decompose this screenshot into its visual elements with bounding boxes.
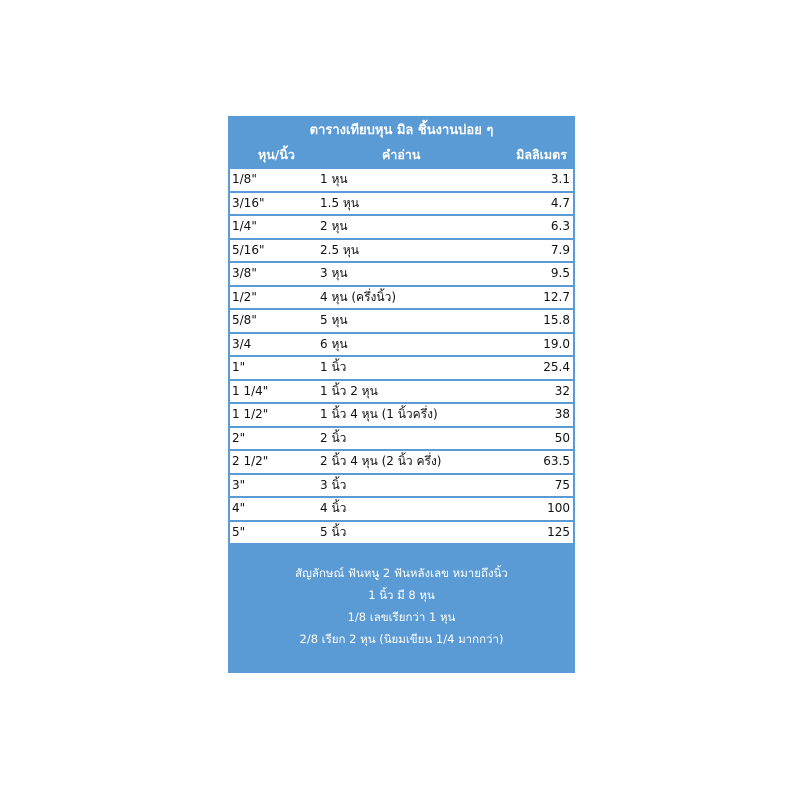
cell-millimeter: 75 [554, 477, 570, 492]
cell-inch: 5/16" [232, 242, 265, 257]
cell-reading: 1 นิ้ว 2 หุน [320, 383, 378, 398]
cell-inch: 1" [232, 360, 246, 374]
table-header [228, 144, 575, 166]
table-body [230, 169, 573, 545]
cell-millimeter: 19.0 [543, 336, 570, 351]
table-row [230, 169, 573, 191]
cell-inch: 3/16" [232, 195, 265, 210]
table-row [230, 428, 573, 450]
cell-reading: 1 นิ้ว [320, 360, 347, 374]
cell-reading: 2 หุน [320, 219, 348, 233]
cell-inch: 2" [232, 430, 246, 445]
cell-reading: 2 นิ้ว 4 หุน (2 นิ้ว ครึ่ง) [320, 454, 442, 468]
table-row [230, 310, 573, 332]
size-conversion-card [228, 116, 575, 673]
table-row [230, 475, 573, 497]
cell-millimeter: 4.7 [550, 195, 570, 210]
cell-reading: 5 นิ้ว [320, 524, 347, 539]
cell-reading: 1 นิ้ว 4 หุน (1 นิ้วครึ่ง) [320, 407, 438, 421]
cell-inch: 5" [232, 524, 246, 539]
cell-inch: 1 1/4" [232, 383, 269, 398]
cell-millimeter: 15.8 [543, 313, 570, 327]
cell-inch: 1 1/2" [232, 407, 269, 421]
note-line: 1 นิ้ว มี 8 หุน [368, 588, 435, 602]
cell-millimeter: 38 [554, 407, 570, 421]
cell-reading: 1.5 หุน [320, 195, 360, 210]
note-line: 2/8 เรียก 2 หุน (นิยมเขียน 1/4 มากกว่า) [299, 632, 504, 646]
cell-millimeter: 25.4 [543, 360, 570, 374]
cell-reading: 4 นิ้ว [320, 501, 347, 515]
table-row [230, 381, 573, 403]
column-header-inch: หุน/นิ้ว [258, 147, 295, 162]
cell-inch: 1/2" [232, 289, 257, 304]
column-header-millimeter: มิลลิเมตร [516, 147, 567, 162]
table-row [230, 193, 573, 215]
cell-inch: 3/8" [232, 266, 257, 280]
cell-millimeter: 125 [547, 524, 570, 539]
cell-inch: 1/8" [232, 172, 257, 186]
cell-inch: 3" [232, 477, 246, 492]
cell-reading: 6 หุน [320, 336, 348, 351]
note-line: สัญลักษณ์ ฟันหนู 2 ฟันหลังเลข หมายถึงนิ้ว [295, 566, 508, 580]
table-row [230, 451, 573, 473]
cell-reading: 5 หุน [320, 313, 348, 327]
cell-reading: 1 หุน [320, 172, 348, 186]
table-title: ตารางเทียบหุน มิล ชิ้นงานบ่อย ๆ [309, 123, 494, 138]
cell-inch: 1/4" [232, 219, 257, 233]
note-line: 1/8 เลขเรียกว่า 1 หุน [347, 610, 456, 624]
cell-inch: 5/8" [232, 313, 257, 327]
table-row [230, 263, 573, 285]
table-row [230, 357, 573, 379]
cell-millimeter: 6.3 [550, 219, 570, 233]
table-row [230, 522, 573, 544]
cell-inch: 3/4 [232, 336, 252, 351]
cell-millimeter: 7.9 [550, 242, 570, 257]
notes-section [228, 562, 575, 650]
table-row [230, 404, 573, 426]
cell-millimeter: 3.1 [550, 172, 570, 186]
cell-millimeter: 9.5 [550, 266, 570, 280]
cell-millimeter: 50 [554, 430, 570, 445]
cell-inch: 2 1/2" [232, 454, 269, 468]
cell-millimeter: 63.5 [543, 454, 570, 468]
table-row [230, 287, 573, 309]
cell-millimeter: 12.7 [543, 289, 570, 304]
cell-reading: 2 นิ้ว [320, 430, 347, 445]
cell-millimeter: 32 [554, 383, 570, 398]
cell-reading: 4 หุน (ครึ่งนิ้ว) [320, 289, 397, 304]
table-row [230, 216, 573, 238]
cell-reading: 3 นิ้ว [320, 477, 347, 492]
cell-millimeter: 100 [547, 501, 570, 515]
cell-reading: 2.5 หุน [320, 242, 360, 257]
cell-reading: 3 หุน [320, 266, 348, 280]
column-header-reading: คำอ่าน [382, 147, 421, 162]
table-row [230, 334, 573, 356]
table-row [230, 498, 573, 520]
table-row [230, 240, 573, 262]
cell-inch: 4" [232, 501, 246, 515]
